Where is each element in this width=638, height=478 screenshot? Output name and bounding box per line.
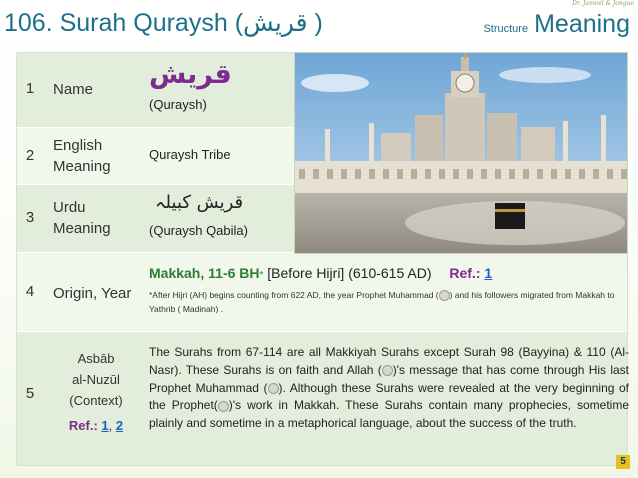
table-row-context: [17, 332, 627, 465]
context-label-line-2: al-Nuzūl: [72, 372, 120, 387]
context-paragraph: [149, 344, 629, 433]
row-label: Origin, Year: [53, 285, 132, 302]
title-prefix: 106. Surah Quraysh (: [4, 9, 244, 37]
footnote-text-b: ) and his followers migrated from Makkah to Yathrib ( Madinah) .: [149, 290, 615, 314]
origin-ref-label: Ref.:: [449, 265, 481, 281]
context-label-line-1: Asbāb: [77, 351, 115, 366]
footnote-marker: *: [259, 270, 264, 281]
origin-ref-link-1[interactable]: 1: [484, 265, 493, 281]
context-label: [43, 348, 149, 436]
origin-value: [149, 265, 619, 281]
context-ref-link-2[interactable]: 2: [115, 418, 124, 433]
context-text-3: ). Although these Surahs were revealed at the very beginning of the Prophet(: [149, 380, 629, 413]
urdu-meaning-transliteration: (Quraysh Qabila): [149, 223, 248, 238]
context-text-4: )'s work in Makkah. These Surahs contain many prophecies, sometime plainly and sometime in a metaphorical language, about the success of the truth.: [149, 398, 629, 431]
salutation-icon: [382, 365, 393, 376]
row-number: 5: [25, 385, 35, 402]
row-number: 3: [25, 209, 35, 226]
page-title: [4, 8, 323, 38]
row-label: Name: [53, 81, 94, 98]
urdu-meaning-arabic: قریش کبیلہ: [155, 192, 244, 213]
origin-year-bh: 11-6 BH: [208, 265, 260, 281]
english-meaning-value: Quraysh Tribe: [149, 147, 231, 162]
origin-footnote: [149, 288, 619, 316]
context-text-1: The Surahs from 67-114 are all Makkiyah Surahs except Surah 98 (Bayyina) & 110 (Al-Nasr). These Surahs is on faith and Allah (: [149, 345, 629, 377]
page-number-badge: 5: [616, 455, 630, 469]
meaning-label: Meaning: [534, 10, 630, 38]
context-ref: [43, 415, 149, 436]
context-ref-link-1[interactable]: 1: [101, 418, 109, 433]
context-text-2: )'s message that has come through His last Prophet Muhammad (: [149, 362, 629, 395]
footnote-text-a: *After Hijri (AH) begins counting from 622 AD, the year Prophet Muhammad (: [149, 290, 439, 300]
table-row-origin: [17, 253, 627, 331]
origin-bracket: [Before Hijri] (610-615 AD): [263, 265, 432, 281]
context-label-line-3: (Context): [69, 393, 123, 408]
header-section-label: [483, 10, 630, 39]
row-label: Urdu Meaning: [53, 199, 111, 237]
salutation-icon: [439, 290, 450, 301]
author-credit: Dr. Jameel & Jongue: [572, 0, 634, 7]
title-suffix: ): [307, 9, 323, 37]
row-number: 2: [25, 147, 35, 164]
salutation-icon: [268, 383, 279, 394]
surah-name-transliteration: (Quraysh): [149, 97, 207, 112]
context-ref-separator: ,: [108, 418, 116, 433]
origin-place-separator: ,: [200, 265, 209, 281]
context-ref-label: Ref.:: [68, 418, 98, 433]
row-label: English Meaning: [53, 137, 111, 175]
salutation-icon: [218, 401, 229, 412]
makkah-photo: [294, 52, 628, 254]
row-number: 4: [25, 283, 35, 300]
structure-label: Structure: [483, 23, 529, 35]
surah-name-arabic: قريش: [149, 59, 232, 90]
origin-place: Makkah: [149, 265, 201, 281]
row-number: 1: [25, 80, 35, 97]
title-arabic: قريش: [243, 8, 308, 37]
